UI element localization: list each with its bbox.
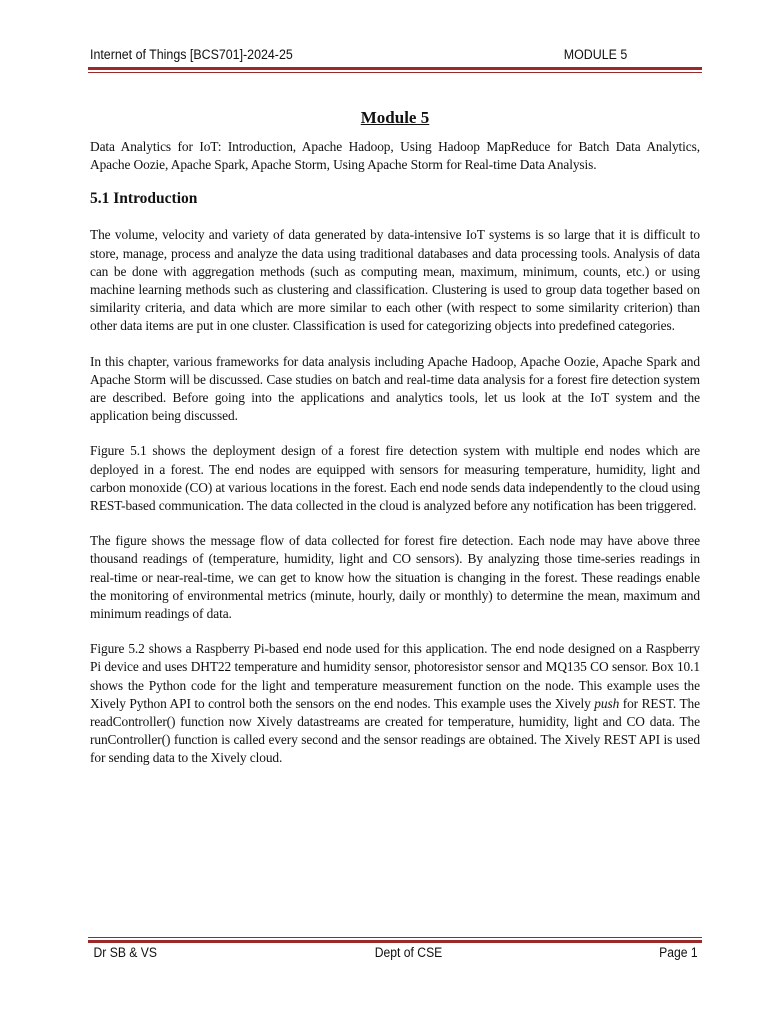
page-header	[90, 47, 627, 62]
paragraph-2: In this chapter, various frameworks for data analysis including Apache Hadoop, Apache Oozie, Apache Spark and Apache Storm will be discussed. Case studies on batch and real-time data analysis for a forest fire detection system are described. Before going into the applications and analytics tools, let us look at the IoT system and the application being discussed.	[90, 353, 700, 424]
page-footer	[90, 945, 700, 960]
page-title: Module 5	[360, 108, 430, 127]
paragraph-5-italic: push	[594, 695, 620, 711]
page-body	[90, 108, 700, 768]
paragraph-3: Figure 5.1 shows the deployment design of a forest fire detection system with multiple end nodes which are deployed in a forest. The end nodes are equipped with sensors for measuring temperature, humidity, light and carbon monoxide (CO) at various locations in the forest. Each end node sends data independently to the cloud using REST-based communication. The data collected in the cloud is analyzed before any notification has been triggered.	[90, 443, 700, 514]
footer-rule	[88, 937, 702, 943]
module-intro: Data Analytics for IoT: Introduction, Apache Hadoop, Using Hadoop MapReduce for Batch Data Analytics, Apache Oozie, Apache Spark, Apache Storm, Using Apache Storm for Real-time Data Analysis.	[90, 139, 700, 173]
header-rule	[88, 67, 702, 73]
paragraph-4: The figure shows the message flow of data collected for forest fire detection. Each node may have above three thousand readings of (temperature, humidity, light and CO sensors). By analyzing those time-series readings in real-time or near-real-time, we can get to know how the situation is changing in the forest. These readings enable the monitoring of environmental metrics (minute, hourly, daily or monthly) to determine the mean, maximum and minimum readings of data.	[90, 533, 700, 622]
footer-authors: Dr SB & VS	[93, 945, 158, 960]
paragraph-5-part-1: Figure 5.2 shows a Raspberry Pi-based end node used for this application. The end node designed on a Raspberry Pi device and uses DHT22 temperature and humidity sensor, photoresistor sensor and MQ135 CO sensor. Box 10.1 shows the Python code for the light and temperature measurement function on the node. This example uses the Xively Python API to control both the sensors on the end nodes. This example uses the Xively	[90, 641, 700, 711]
footer-department: Dept of CSE	[375, 945, 443, 960]
footer-page-number: Page 1	[659, 945, 698, 960]
paragraph-5-part-2: for REST. The readController() function now Xively datastreams are created for temperature, humidity, light and CO data. The runController() function is called every second and the sensor readings are obtained. The Xively REST API is used for sending data to the Xively cloud.	[90, 695, 700, 766]
section-heading: 5.1 Introduction	[90, 190, 198, 208]
paragraph-1: The volume, velocity and variety of data generated by data-intensive IoT systems is so large that it is difficult to store, manage, process and analyze the data using traditional databases and data processing tools. Analysis of data can be done with aggregation methods (such as computing mean, maximum, minimum, counts, etc.) or using machine learning methods such as clustering and classification. Clustering is used to group data together based on similarity criteria, and data which are more similar to each other (with respect to some similarity criterion) than other data items are put in one cluster. Classification is used for categorizing objects into predefined categories.	[90, 227, 700, 334]
header-module: MODULE 5	[563, 47, 628, 62]
header-course: Internet of Things [BCS701]-2024-25	[90, 47, 293, 62]
paragraph-5	[90, 640, 700, 767]
